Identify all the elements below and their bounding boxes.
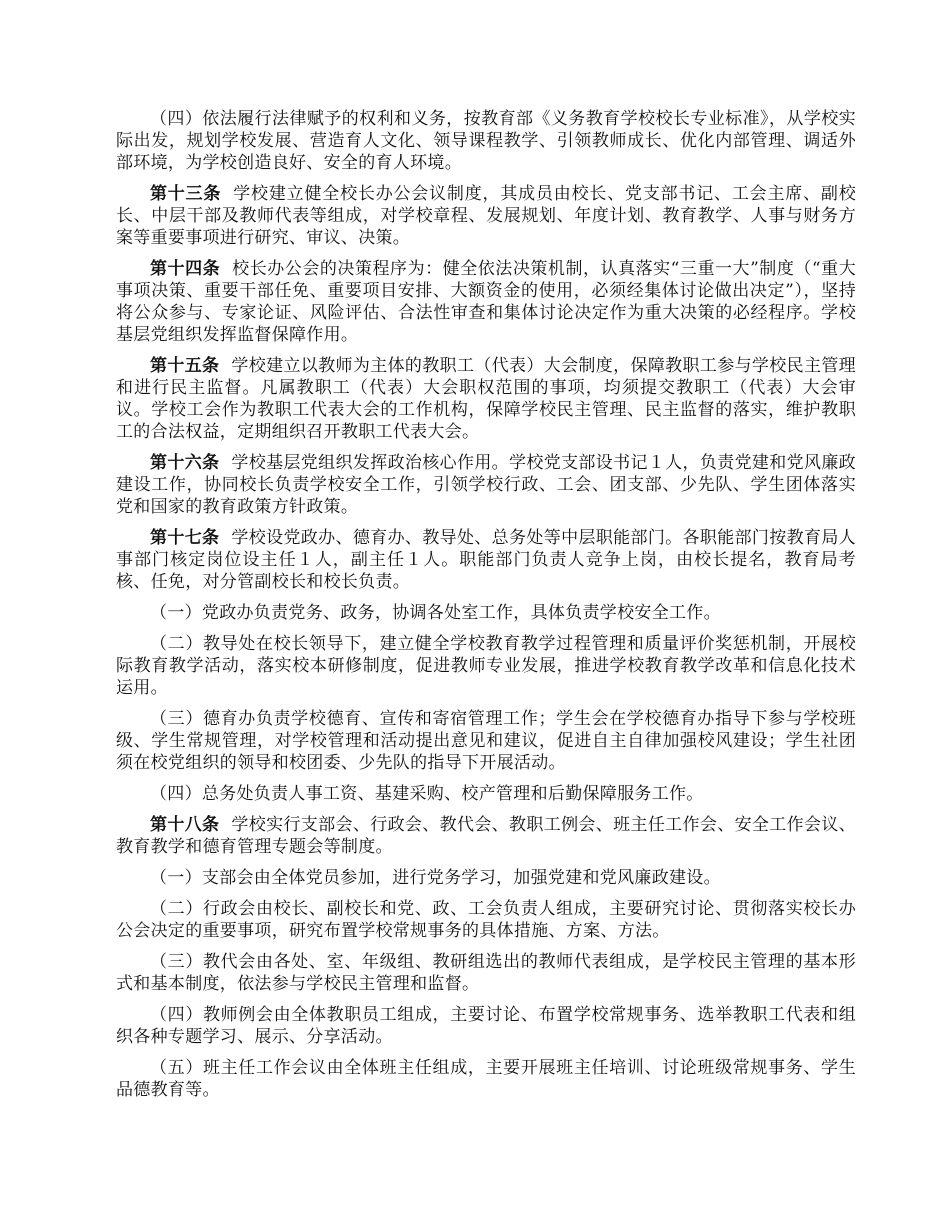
paragraph — [116, 708, 856, 774]
paragraph — [116, 951, 856, 995]
paragraph-text: 校长办公会的决策程序为：健全依法决策机制，认真落实“三重一大”制度（“重大事项决策、重要干部任免、重要项目安排、大额资金的使用，必须经集体讨论做出决定”），坚持将公众参与、专家论证、风险评估、合法性审查和集体讨论决定作为重大决策的必经程序。学校基层党组织发挥监督保障作用。 — [116, 259, 857, 345]
article-label: 第十三条 — [150, 184, 222, 204]
article-label: 第十八条 — [150, 815, 220, 835]
paragraph — [116, 108, 856, 174]
paragraph-text: 学校建立健全校长办公会议制度，其成员由校长、党支部书记、工会主席、副校长、中层干部及教师代表等组成，对学校章程、发展规划、年度计划、教育教学、人事与财务方案等重要事项进行研究、审议、决策。 — [116, 184, 856, 248]
paragraph-text: （五）班主任工作会议由全体班主任组成，主要开展班主任培训、讨论班级常规事务、学生品德教育等。 — [116, 1058, 856, 1100]
paragraph-text: （一）支部会由全体党员参加，进行党务学习，加强党建和党风廉政建设。 — [150, 868, 721, 888]
paragraph-text: （三）教代会由各处、室、年级组、教研组选出的教师代表组成，是学校民主管理的基本形式和基本制度，依法参与学校民主管理和监督。 — [116, 952, 856, 994]
paragraph-text: （四）依法履行法律赋予的权利和义务，按教育部《义务教育学校校长专业标准》，从学校实际出发，规划学校发展、营造育人文化、领导课程教学、引领教师成长、优化内部管理、调适外部环境，为学校创造良好、安全的育人环境。 — [116, 109, 856, 173]
paragraph — [116, 1057, 856, 1101]
paragraph — [116, 867, 856, 889]
paragraph-article-14 — [116, 258, 856, 346]
document-page — [116, 108, 856, 1110]
article-label: 第十七条 — [150, 528, 220, 548]
paragraph-article-13 — [116, 183, 856, 249]
paragraph — [116, 1004, 856, 1048]
paragraph-text: （三）德育办负责学校德育、宣传和寄宿管理工作；学生会在学校德育办指导下参与学校班级、学生常规管理，对学校管理和活动提出意见和建议，促进自主自律加强校风建设；学生社团须在校党组织的领导和校团委、少先队的指导下开展活动。 — [116, 709, 856, 773]
paragraph-article-18 — [116, 814, 856, 858]
article-label: 第十六条 — [150, 453, 220, 473]
paragraph-text: （四）教师例会由全体教职员工组成，主要讨论、布置学校常规事务、选举教职工代表和组织各种专题学习、展示、分享活动。 — [116, 1005, 856, 1047]
paragraph-text: 学校建立以教师为主体的教职工（代表）大会制度，保障教职工参与学校民主管理和进行民主监督。凡属教职工（代表）大会职权范围的事项，均须提交教职工（代表）大会审议。学校工会作为教职工代表大会的工作机构，保障学校民主管理、民主监督的落实，维护教职工的合法权益，定期组织召开教职工代表大会。 — [116, 356, 856, 442]
article-label: 第十四条 — [150, 259, 221, 279]
paragraph — [116, 602, 856, 624]
paragraph-text: 学校实行支部会、行政会、教代会、教职工例会、班主任工作会、安全工作会议、教育教学和德育管理专题会等制度。 — [116, 815, 856, 857]
paragraph-text: （四）总务处负责人事工资、基建采购、校产管理和后勤保障服务工作。 — [150, 784, 704, 804]
paragraph — [116, 898, 856, 942]
paragraph-text: 学校设党政办、德育办、教导处、总务处等中层职能部门。各职能部门按教育局人事部门核定岗位设主任１人，副主任１人。职能部门负责人竞争上岗，由校长提名，教育局考核、任免，对分管副校长和校长负责。 — [116, 528, 856, 592]
paragraph-text: （二）教导处在校长领导下，建立健全学校教育教学过程管理和质量评价奖惩机制，开展校际教育教学活动，落实校本研修制度，促进教师专业发展，推进学校教育教学改革和信息化技术运用。 — [116, 634, 856, 698]
paragraph-text: （一）党政办负责党务、政务，协调各处室工作，具体负责学校安全工作。 — [150, 603, 721, 623]
paragraph-article-15 — [116, 355, 856, 443]
paragraph — [116, 633, 856, 699]
paragraph-article-17 — [116, 527, 856, 593]
paragraph — [116, 783, 856, 805]
paragraph-text: 学校基层党组织发挥政治核心作用。学校党支部设书记１人，负责党建和党风廉政建设工作，协同校长负责学校安全工作，引领学校行政、工会、团支部、少先队、学生团体落实党和国家的教育政策方针政策。 — [116, 453, 856, 517]
article-label: 第十五条 — [150, 356, 220, 376]
paragraph-text: （二）行政会由校长、副校长和党、政、工会负责人组成，主要研究讨论、贯彻落实校长办公会决定的重要事项，研究布置学校常规事务的具体措施、方案、方法。 — [116, 899, 856, 941]
paragraph-article-16 — [116, 452, 856, 518]
